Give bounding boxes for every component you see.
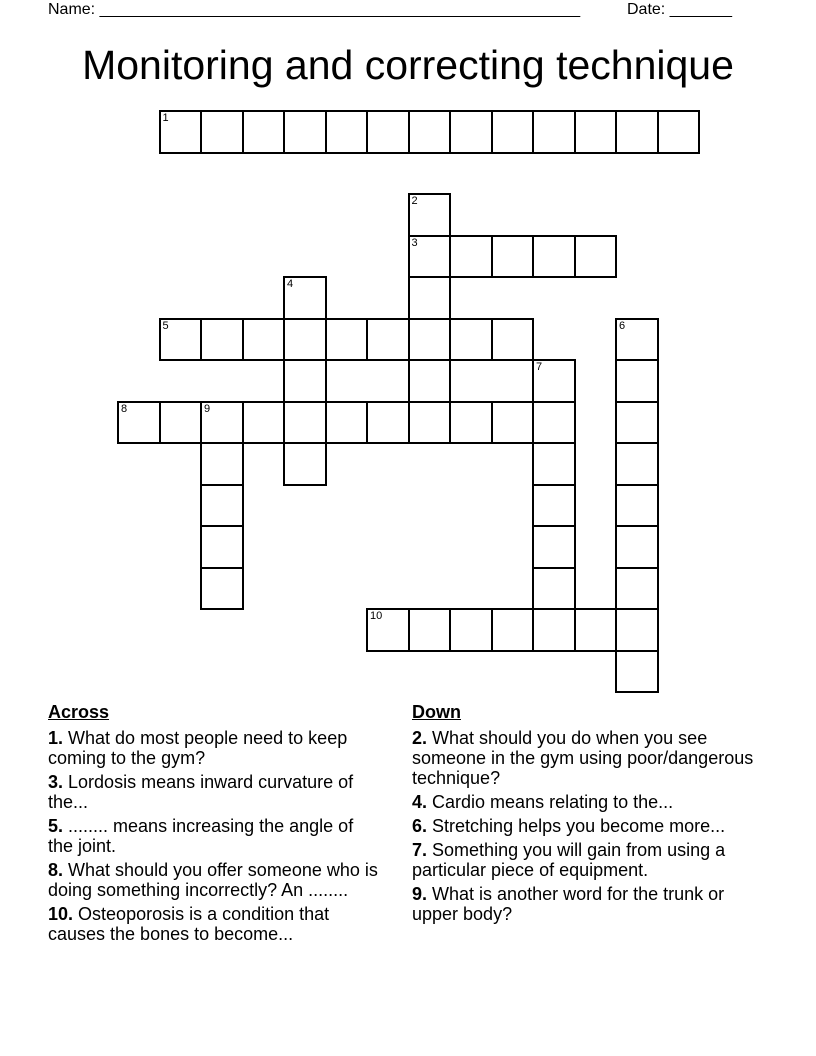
clue-text: What is another word for the trunk or upper body?	[412, 884, 725, 924]
grid-cell-r10-c2[interactable]	[200, 525, 244, 569]
cell-number: 4	[287, 278, 294, 290]
clue-number: 9.	[412, 884, 428, 904]
grid-cell-r9-c10[interactable]	[532, 484, 576, 528]
grid-cell-r3-c7[interactable]	[408, 235, 452, 279]
grid-cell-r5-c9[interactable]	[491, 318, 535, 362]
grid-cell-r7-c0[interactable]	[117, 401, 161, 445]
clue-number: 1.	[48, 728, 64, 748]
grid-cell-r0-c1[interactable]	[159, 110, 203, 154]
grid-cell-r4-c7[interactable]	[408, 276, 452, 320]
grid-cell-r3-c9[interactable]	[491, 235, 535, 279]
down-heading: Down	[412, 702, 461, 722]
grid-cell-r7-c1[interactable]	[159, 401, 203, 445]
cell-number: 3	[411, 236, 418, 249]
clue-text: Lordosis means inward curvature of the...	[48, 772, 354, 812]
grid-cell-r12-c8[interactable]	[449, 608, 493, 652]
clue-number: 10.	[48, 904, 74, 924]
grid-cell-r12-c7[interactable]	[408, 608, 452, 652]
grid-cell-r6-c12[interactable]	[615, 359, 659, 403]
clue-text: What should you offer someone who is doing something incorrectly? An ........	[48, 860, 378, 900]
grid-cell-r5-c6[interactable]	[366, 318, 410, 362]
grid-cell-r0-c6[interactable]	[366, 110, 410, 154]
clue-across-10	[48, 904, 383, 944]
cell-number: 9	[204, 402, 211, 415]
grid-cell-r0-c13[interactable]	[657, 110, 701, 154]
clue-number: 6.	[412, 816, 428, 836]
clue-number: 8.	[48, 860, 64, 880]
down-clues	[412, 702, 762, 928]
grid-cell-r12-c10[interactable]	[532, 608, 576, 652]
grid-cell-r5-c8[interactable]	[449, 318, 493, 362]
grid-cell-r0-c5[interactable]	[325, 110, 369, 154]
grid-cell-r0-c7[interactable]	[408, 110, 452, 154]
clue-number: 3.	[48, 772, 64, 792]
grid-cell-r0-c4[interactable]	[283, 110, 327, 154]
clue-across-3	[48, 772, 383, 812]
grid-cell-r12-c6[interactable]	[366, 608, 410, 652]
grid-cell-r10-c10[interactable]	[532, 525, 576, 569]
grid-cell-r12-c9[interactable]	[491, 608, 535, 652]
grid-cell-r3-c8[interactable]	[449, 235, 493, 279]
clue-across-1	[48, 728, 383, 768]
name-field-label: Name: ______________________________________________________	[48, 1, 581, 18]
grid-cell-r6-c4[interactable]	[283, 359, 327, 403]
clue-number: 2.	[412, 728, 428, 748]
cell-number: 7	[536, 361, 543, 373]
cell-number: 5	[162, 319, 169, 332]
grid-cell-r7-c9[interactable]	[491, 401, 535, 445]
grid-cell-r5-c12[interactable]	[615, 318, 659, 362]
grid-cell-r12-c12[interactable]	[615, 608, 659, 652]
grid-cell-r4-c4[interactable]	[283, 276, 327, 320]
clue-text: What do most people need to keep coming to the gym?	[48, 728, 348, 768]
grid-cell-r7-c12[interactable]	[615, 401, 659, 445]
grid-cell-r3-c11[interactable]	[574, 235, 618, 279]
clue-across-8	[48, 860, 383, 900]
clue-text: Stretching helps you become more...	[432, 816, 726, 836]
grid-cell-r8-c4[interactable]	[283, 442, 327, 486]
grid-cell-r7-c10[interactable]	[532, 401, 576, 445]
grid-cell-r0-c9[interactable]	[491, 110, 535, 154]
grid-cell-r0-c8[interactable]	[449, 110, 493, 154]
grid-cell-r7-c7[interactable]	[408, 401, 452, 445]
grid-cell-r10-c12[interactable]	[615, 525, 659, 569]
grid-cell-r5-c3[interactable]	[242, 318, 286, 362]
grid-cell-r7-c6[interactable]	[366, 401, 410, 445]
grid-cell-r6-c7[interactable]	[408, 359, 452, 403]
grid-cell-r5-c7[interactable]	[408, 318, 452, 362]
cell-number: 10	[370, 610, 383, 622]
grid-cell-r9-c12[interactable]	[615, 484, 659, 528]
grid-cell-r0-c3[interactable]	[242, 110, 286, 154]
grid-cell-r11-c10[interactable]	[532, 567, 576, 611]
clue-down-6	[412, 816, 762, 836]
cell-number: 8	[121, 402, 128, 415]
clue-number: 7.	[412, 840, 428, 860]
grid-cell-r8-c10[interactable]	[532, 442, 576, 486]
grid-cell-r11-c2[interactable]	[200, 567, 244, 611]
clue-down-7	[412, 840, 762, 880]
grid-cell-r8-c12[interactable]	[615, 442, 659, 486]
grid-cell-r9-c2[interactable]	[200, 484, 244, 528]
date-field-label: Date: _______	[627, 1, 732, 18]
clue-down-2	[412, 728, 762, 788]
grid-cell-r7-c2[interactable]	[200, 401, 244, 445]
clue-text: ........ means increasing the angle of the joint.	[48, 816, 354, 856]
grid-cell-r0-c12[interactable]	[615, 110, 659, 154]
grid-cell-r11-c12[interactable]	[615, 567, 659, 611]
grid-cell-r5-c4[interactable]	[283, 318, 327, 362]
across-clues	[48, 702, 383, 948]
clue-text: Something you will gain from using a particular piece of equipment.	[412, 840, 726, 880]
clue-number: 4.	[412, 792, 428, 812]
cell-number: 2	[411, 195, 418, 207]
grid-cell-r6-c10[interactable]	[532, 359, 576, 403]
grid-cell-r13-c12[interactable]	[615, 650, 659, 694]
clue-down-9	[412, 884, 762, 924]
grid-cell-r2-c7[interactable]	[408, 193, 452, 237]
clue-text: Osteoporosis is a condition that causes the bones to become...	[48, 904, 330, 944]
clue-number: 5.	[48, 816, 64, 836]
grid-cell-r7-c3[interactable]	[242, 401, 286, 445]
grid-cell-r5-c5[interactable]	[325, 318, 369, 362]
grid-cell-r0-c10[interactable]	[532, 110, 576, 154]
clue-across-5	[48, 816, 383, 856]
cell-number: 6	[619, 319, 626, 332]
clue-text: What should you do when you see someone in the gym using poor/dangerous technique?	[412, 728, 754, 788]
grid-cell-r3-c10[interactable]	[532, 235, 576, 279]
across-heading: Across	[48, 702, 110, 722]
page-title: Monitoring and correcting technique	[82, 42, 734, 88]
grid-cell-r5-c1[interactable]	[159, 318, 203, 362]
grid-cell-r0-c11[interactable]	[574, 110, 618, 154]
grid-cell-r5-c2[interactable]	[200, 318, 244, 362]
grid-cell-r7-c5[interactable]	[325, 401, 369, 445]
grid-cell-r7-c4[interactable]	[283, 401, 327, 445]
grid-cell-r0-c2[interactable]	[200, 110, 244, 154]
clue-down-4	[412, 792, 762, 812]
cell-number: 1	[162, 112, 169, 124]
grid-cell-r12-c11[interactable]	[574, 608, 618, 652]
grid-cell-r8-c2[interactable]	[200, 442, 244, 486]
clue-text: Cardio means relating to the...	[432, 792, 674, 812]
grid-cell-r7-c8[interactable]	[449, 401, 493, 445]
